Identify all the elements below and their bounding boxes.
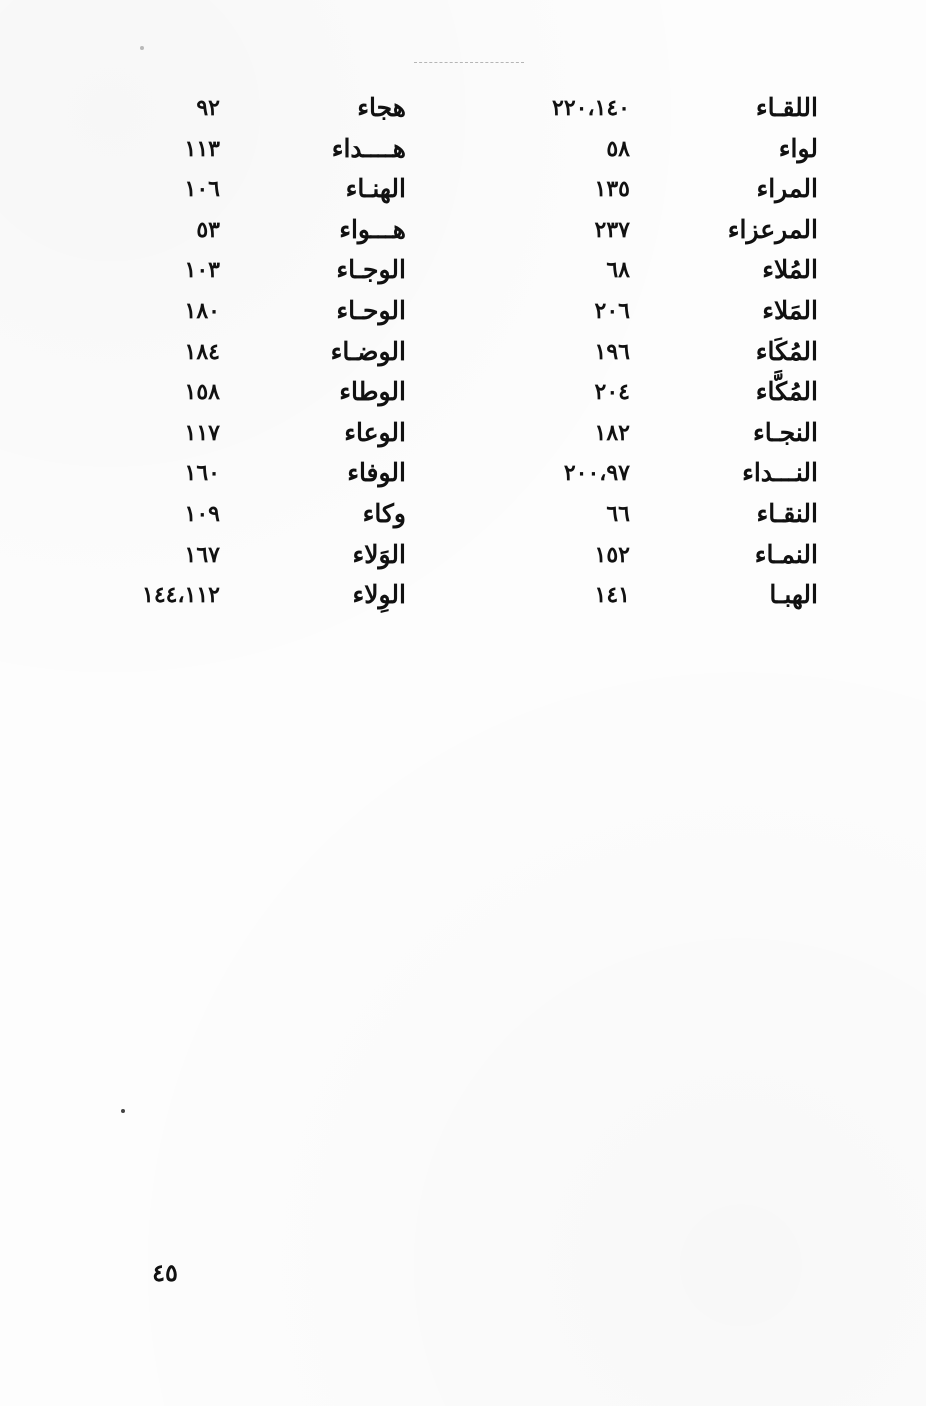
page-reference: ٥٣ [196,216,220,243]
page-reference: ٢٠٦ [594,297,630,324]
index-word: النـــداء [742,458,818,488]
index-word: الهنـاء [345,174,406,204]
page-reference: ١١٧ [184,419,220,446]
page-reference: ١٠٣ [184,257,220,284]
page-reference: ١٦٠ [184,460,220,487]
page-reference: ١٨٢ [594,419,630,446]
index-word: المُلاء [762,255,818,285]
page-reference: ٢٠٠،٩٧ [563,460,630,487]
index-word: الوَلاء [352,539,406,569]
index-word: لواء [778,133,818,163]
page-reference: ١١٣ [184,135,220,162]
index-word: الهبـا [769,580,818,610]
index-word: اللقـاء [755,93,818,122]
page-reference: ١٤٤،١١٢ [142,582,220,609]
page-number: ٤٥ [152,1258,178,1287]
page-reference: ١٥٢ [594,541,630,568]
ink-speck [140,46,144,50]
index-word: الوجـاء [336,255,406,285]
page-reference: ١٣٥ [594,176,630,203]
left-numbers-column [100,88,220,616]
index-word: هـــواء [339,214,406,244]
right-words-column [700,88,818,616]
index-word: الوِلاء [352,580,406,610]
index-word: المَلاء [762,295,818,325]
left-words-column [300,88,406,616]
page-reference: ١٩٦ [594,338,630,365]
page-reference: ١٥٨ [184,379,220,406]
index-word: هجاء [357,93,406,122]
index-word: الوضـاء [330,336,406,366]
page-reference: ١٨٠ [184,297,220,324]
page-reference: ٦٦ [606,500,630,527]
index-word: النقـاء [756,498,818,528]
page-reference: ١٠٩ [184,500,220,527]
index-word: المراء [756,174,818,204]
right-numbers-column [520,88,630,616]
page-reference: ٥٨ [606,135,630,162]
page-reference: ٦٨ [606,257,630,284]
index-word: الوطاء [339,377,406,407]
page-reference: ١٠٦ [184,176,220,203]
print-artifact [414,62,524,69]
page-reference: ٩٢ [196,95,220,121]
index-word: النجـاء [753,417,818,447]
index-word: هــــداء [331,133,406,163]
index-word: المُكَاء [755,336,818,366]
index-word: الوعاء [344,417,406,447]
index-word: المُكَّاء [755,377,818,407]
page-reference: ٢٣٧ [594,216,630,243]
index-word: الوفاء [347,458,406,488]
index-word: وكاء [362,498,406,528]
page-reference: ١٨٤ [184,338,220,365]
page-reference: ١٤١ [594,582,630,609]
ink-speck [121,1109,125,1113]
index-word: النمـاء [754,539,818,569]
page-reference: ١٦٧ [184,541,220,568]
index-word: المرعزاء [727,214,818,244]
page-reference: ٢٢٠،١٤٠ [552,95,630,121]
index-word: الوحـاء [336,295,406,325]
page-reference: ٢٠٤ [594,379,630,406]
